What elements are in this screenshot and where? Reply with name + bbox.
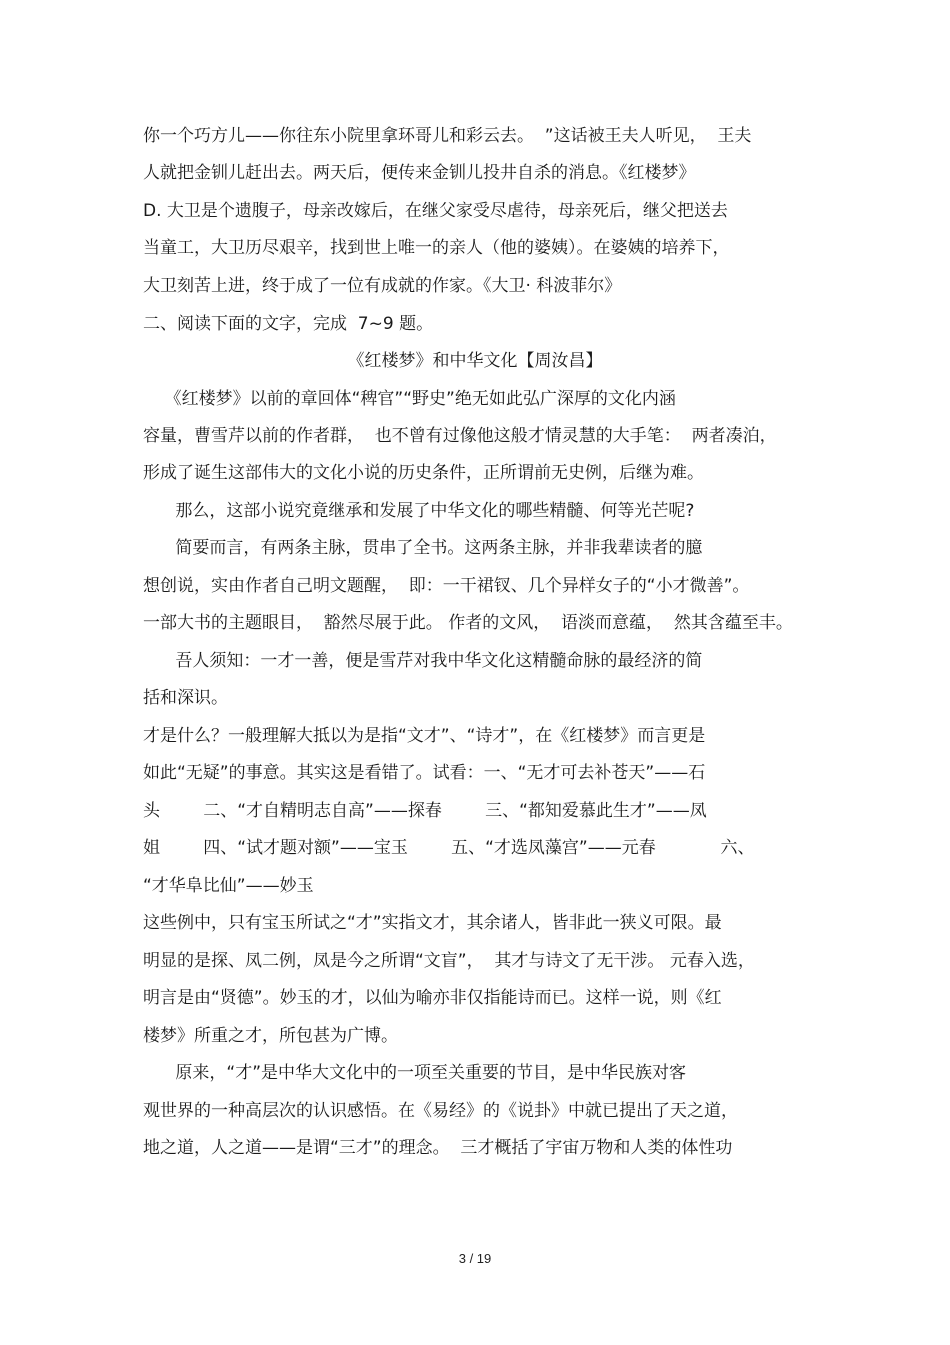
text-line: 大卫刻苦上进，终于成了一位有成就的作家。《大卫· 科波菲尔》	[143, 276, 622, 296]
text-line: 形成了诞生这部伟大的文化小说的历史条件，正所谓前无史例，后继为难。	[143, 463, 704, 483]
text-line: 那么，这部小说究竟继承和发展了中华文化的哪些精髓、何等光芒呢?	[143, 501, 695, 521]
text-line: 当童工，大卫历尽艰辛，找到世上唯一的亲人（他的婆姨）。在婆姨的培养下，	[143, 238, 730, 258]
text-line: 姐 四、“试才题对额”——宝玉 五、“才选凤藻宫”——元春 六、	[143, 838, 755, 858]
text-line: 吾人须知：一才一善，便是雪芹对我中华文化这精髓命脉的最经济的简	[143, 651, 703, 671]
text-line: 如此“无疑”的事意。其实这是看错了。试看：一、“无才可去补苍天”——石	[143, 763, 706, 783]
page-number: 3 / 19	[458, 1251, 492, 1266]
text-line: 这些例中，只有宝玉所试之“才”实指文才，其余诸人，皆非此一狭义可限。最	[143, 913, 722, 933]
text-line: 《红楼梦》以前的章回体“稗官”“野史”绝无如此弘广深厚的文化内涵	[143, 389, 676, 409]
text-line: 明言是由“贤德”。妙玉的才，以仙为喻亦非仅指能诗而已。这样一说，则《红	[143, 988, 722, 1008]
text-line: 地之道，人之道——是谓“三才”的理念。 三才概括了宇宙万物和人类的体性功	[143, 1138, 733, 1158]
text-line: 原来，“才”是中华大文化中的一项至关重要的节目，是中华民族对客	[143, 1063, 687, 1083]
text-line: 观世界的一种高层次的认识感悟。在《易经》的《说卦》中就已提出了天之道，	[143, 1101, 738, 1121]
article-title: 《红楼梦》和中华文化【周汝昌】	[347, 351, 603, 371]
text-line: 简要而言，有两条主脉，贯串了全书。这两条主脉，并非我辈读者的臆	[143, 538, 703, 558]
text-line: 头 二、“才自精明志自高”——探春 三、“都知爱慕此生才”——凤	[143, 801, 707, 821]
text-line: 明显的是探、凤二例，凤是今之所谓“文盲”， 其才与诗文了无干涉。 元春入选，	[143, 951, 755, 971]
text-line: 人就把金钏儿赶出去。两天后，便传来金钏儿投井自杀的消息。《红楼梦》	[143, 163, 696, 183]
text-line: 一部大书的主题眼目， 豁然尽展于此。 作者的文风， 语淡而意蕴， 然其含蕴至丰。	[143, 613, 793, 633]
text-line: 想创说，实由作者自己明文题醒， 即：一干裙钗、几个异样女子的“小才微善”。	[143, 576, 750, 596]
text-line: 容量，曹雪芹以前的作者群， 也不曾有过像他这般才情灵慧的大手笔： 两者凑泊，	[143, 426, 777, 446]
text-line: 楼梦》所重之才，所包甚为广博。	[143, 1026, 398, 1046]
text-line: “才华阜比仙”——妙玉	[143, 876, 314, 896]
text-line: 才是什么？一般理解大抵以为是指“文才”、“诗才”，在《红楼梦》而言更是	[143, 726, 706, 746]
section-heading: 二、阅读下面的文字，完成 7~9 题。	[143, 314, 434, 334]
text-line: 括和深识。	[143, 688, 228, 708]
text-line: 你一个巧方儿——你往东小院里拿环哥儿和彩云去。 ”这话被王夫人听见， 王夫	[143, 126, 752, 146]
text-line: D. 大卫是个遗腹子，母亲改嫁后，在继父家受尽虐待，母亲死后，继父把送去	[143, 201, 728, 221]
